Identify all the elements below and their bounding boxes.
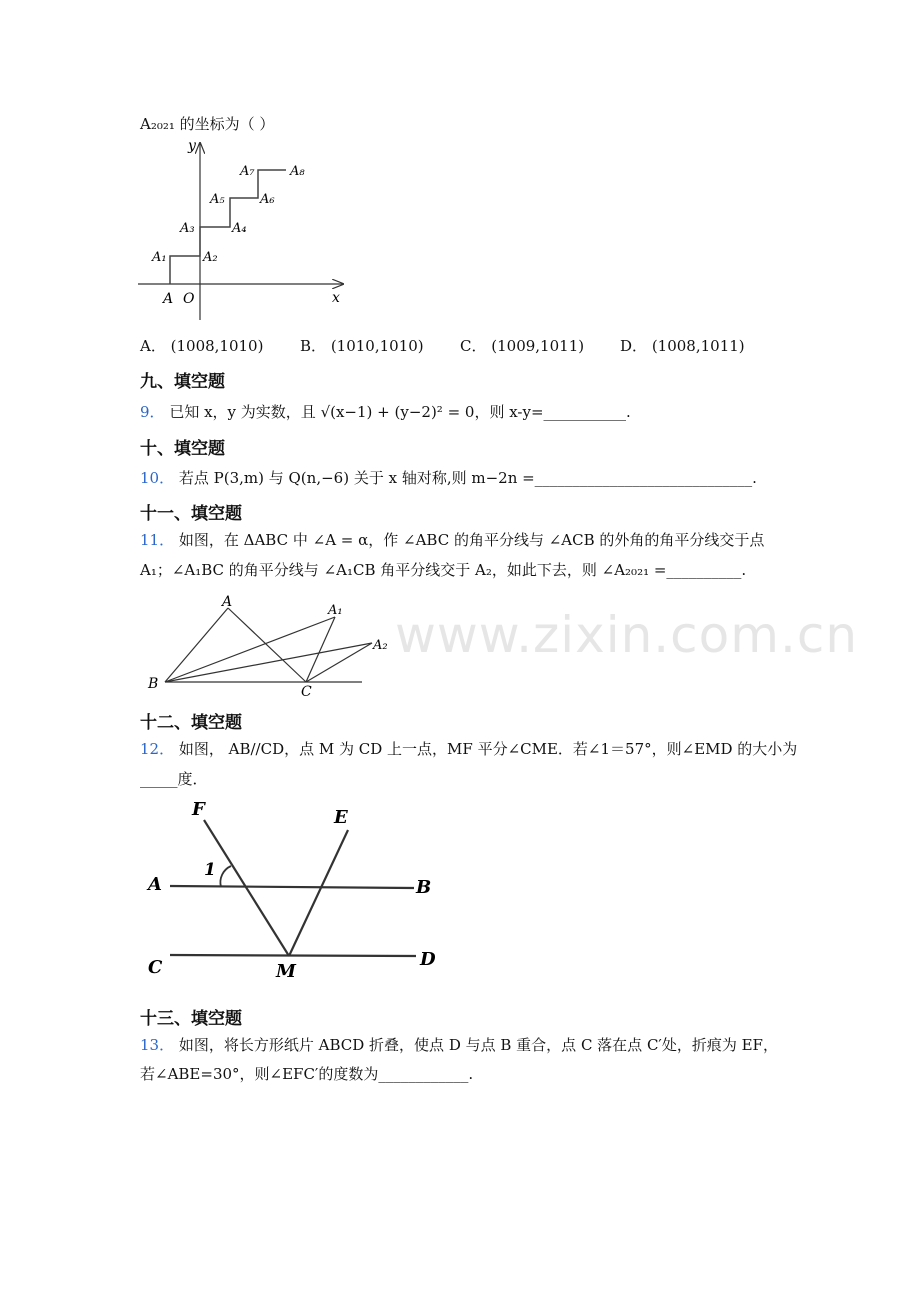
option-b[interactable] [300,335,424,356]
question-number: 9． [140,403,165,421]
question-text: 已知 x，y 为实数，且 √(x−1) + (y−2)² = 0，则 x-y=___________. [169,403,631,421]
label-a7: A₇ [240,164,255,179]
label-x: x [332,290,340,306]
section-heading-11: 十一、填空题 [140,504,242,524]
label-a2: A₂ [373,638,388,653]
q11-triangle-figure [140,590,400,700]
q12-parallel-lines-figure [140,795,440,985]
label-a8: A₈ [290,164,305,179]
question-text: 如图， AB//CD，点 M 为 CD 上一点，MF 平分∠CME．若∠1＝57°，则∠EMD 的大小为 [178,740,798,758]
option-a-value: (1008,1010) [170,337,264,355]
label-b: B [416,877,432,898]
question-number: 13． [140,1036,175,1054]
label-f: F [192,799,205,820]
option-d-letter: D． [620,337,648,355]
section-heading-10: 十、填空题 [140,439,225,459]
section-heading-13: 十三、填空题 [140,1009,242,1029]
label-o: O [183,291,195,307]
question-9 [140,402,631,422]
q8-stem: A₂₀₂₁ 的坐标为（ ） [140,115,275,133]
label-a4: A₄ [232,221,247,236]
option-b-value: (1010,1010) [330,337,424,355]
label-c: C [301,684,312,700]
q8-staircase-graph [130,135,360,325]
label-a6: A₆ [260,192,275,207]
label-m: M [276,961,296,982]
question-number: 12． [140,740,175,758]
option-c-value: (1009,1011) [491,337,585,355]
section-heading-12: 十二、填空题 [140,713,242,733]
question-11-line2: A₁；∠A₁BC 的角平分线与 ∠A₁CB 角平分线交于 A₂，如此下去，则 ∠A₂₀₂₁ =__________. [140,561,747,579]
option-c[interactable] [460,335,584,356]
label-a5: A₅ [210,192,225,207]
question-13-line1 [140,1035,778,1055]
label-b: B [148,676,159,692]
label-a2: A₂ [203,250,218,265]
label-a3: A₃ [180,221,195,236]
option-d-value: (1008,1011) [651,337,745,355]
label-d: D [420,949,436,970]
option-a-letter: A． [140,337,166,355]
question-text: 如图，在 ΔABC 中 ∠A = α，作 ∠ABC 的角平分线与 ∠ACB 的外角的角平分线交于点 [178,531,765,549]
question-13-line2: 若∠ABE=30°，则∠EFC′的度数为____________. [140,1065,474,1083]
label-a: A [222,594,233,610]
label-a: A [148,874,162,895]
option-a[interactable] [140,335,263,356]
label-c: C [148,957,163,978]
label-a: A [163,291,174,307]
watermark: www.zixin.com.cn [395,606,859,664]
label-angle-1: 1 [204,860,216,880]
label-a1: A₁ [328,603,343,618]
question-text: 若点 P(3,m) 与 Q(n,−6) 关于 x 轴对称,则 m−2n =_____________________________. [178,469,757,487]
question-number: 11． [140,531,175,549]
option-b-letter: B． [300,337,327,355]
label-a1: A₁ [152,250,167,265]
question-10 [140,468,757,488]
question-number: 10． [140,469,175,487]
option-c-letter: C． [460,337,487,355]
option-d[interactable] [620,335,745,356]
section-heading-9: 九、填空题 [140,372,225,392]
question-11-line1 [140,530,764,550]
label-y: y [188,138,196,154]
question-text: 如图，将长方形纸片 ABCD 折叠，使点 D 与点 B 重合，点 C 落在点 C′处，折痕为 EF， [178,1036,778,1054]
label-e: E [334,807,348,828]
question-12-line1 [140,739,797,759]
question-12-line2: _____度． [140,770,208,788]
